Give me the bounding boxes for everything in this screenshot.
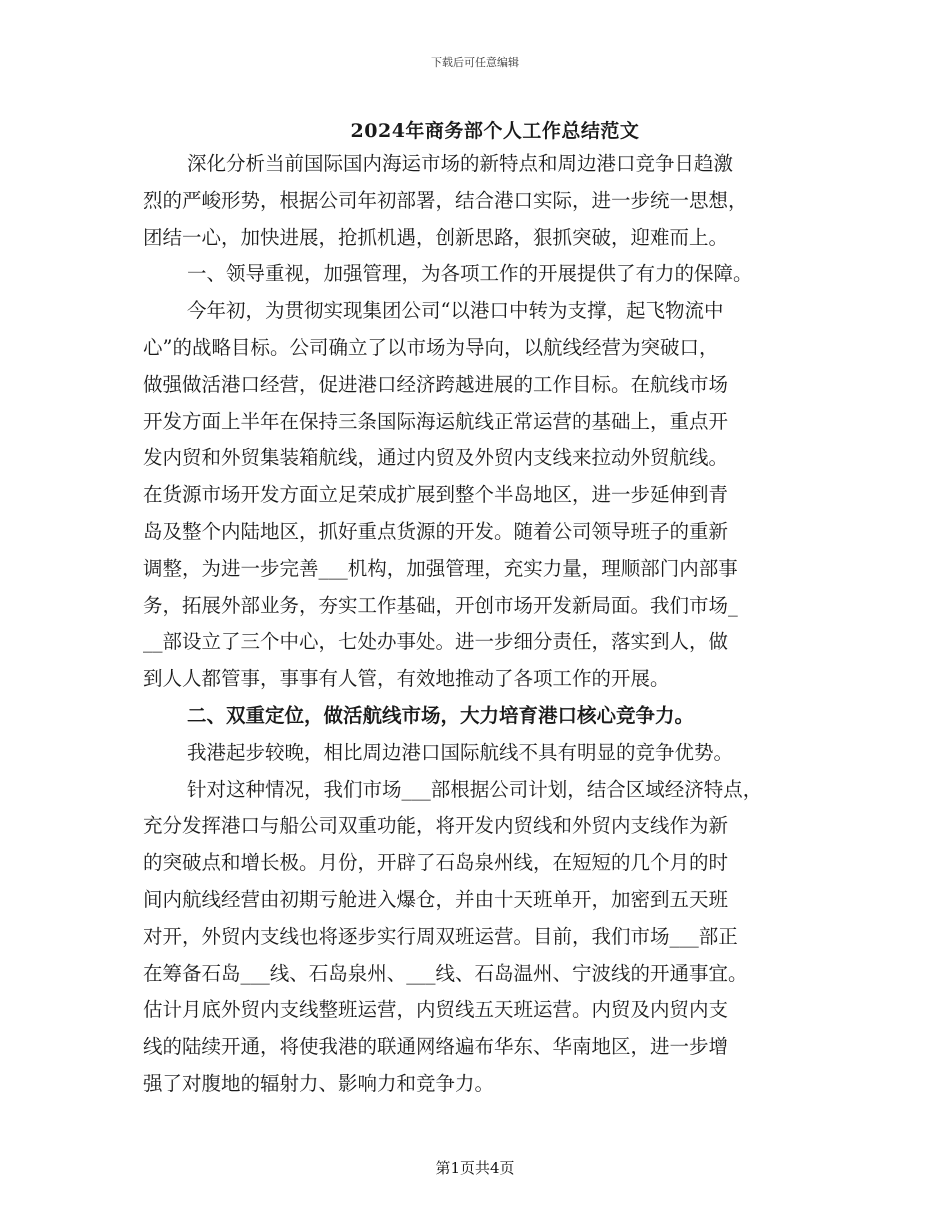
body-line: 到人人都管事，事事有人管，有效地推动了各项工作的开展。 — [143, 667, 670, 691]
section-heading-2: 二、双重定位，做活航线市场，大力培育港口核心竞争力。 — [187, 703, 695, 727]
body-line: 充分发挥港口与船公司双重功能，将开发内贸线和外贸内支线作为新 — [143, 814, 729, 838]
body-line: 的突破点和增长极。月份，开辟了石岛泉州线，在短短的几个月的时 — [143, 851, 729, 875]
body-line: 间内航线经营由初期亏舱进入爆仓，并由十天班单开，加密到五天班 — [143, 887, 729, 911]
body-line: 开发方面上半年在保持三条国际海运航线正常运营的基础上，重点开 — [143, 409, 729, 433]
document-title: 2024年商务部个人工作总结范文 — [350, 120, 640, 142]
body-line: 心”的战略目标。公司确立了以市场为导向，以航线经营为突破口， — [143, 335, 719, 359]
body-line: 今年初，为贯彻实现集团公司“以港口中转为支撑，起飞物流中 — [187, 299, 724, 323]
body-line: 烈的严峻形势，根据公司年初部署，结合港口实际，进一步统一思想， — [143, 188, 748, 212]
page-header-note: 下载后可任意编辑 — [431, 56, 519, 69]
body-line: __部设立了三个中心，七处办事处。进一步细分责任，落实到人，做 — [143, 630, 729, 654]
body-line: 发内贸和外贸集装箱航线，通过内贸及外贸内支线来拉动外贸航线。 — [143, 446, 729, 470]
section-heading-1: 一、领导重视，加强管理，为各项工作的开展提供了有力的保障。 — [187, 262, 753, 286]
body-line: 估计月底外贸内支线整班运营，内贸线五天班运营。内贸及内贸内支 — [143, 998, 729, 1022]
body-line: 针对这种情况，我们市场___部根据公司计划，结合区域经济特点， — [187, 777, 763, 801]
document-body — [143, 146, 823, 1103]
body-line: 线的陆续开通，将使我港的联通网络遍布华东、华南地区，进一步增 — [143, 1035, 729, 1059]
body-line: 务，拓展外部业务，夯实工作基础，开创市场开发新局面。我们市场_ — [143, 593, 738, 617]
body-line: 在筹备石岛___线、石岛泉州、___线、石岛温州、宁波线的开通事宜。 — [143, 961, 748, 985]
body-line: 对开，外贸内支线也将逐步实行周双班运营。目前，我们市场___部正 — [143, 924, 738, 948]
body-line: 做强做活港口经营，促进港口经济跨越进展的工作目标。在航线市场 — [143, 372, 729, 396]
body-line: 岛及整个内陆地区，抓好重点货源的开发。随着公司领导班子的重新 — [143, 519, 729, 543]
body-line: 在货源市场开发方面立足荣成扩展到整个半岛地区，进一步延伸到青 — [143, 483, 729, 507]
body-line: 深化分析当前国际国内海运市场的新特点和周边港口竞争日趋激 — [187, 152, 734, 175]
body-line: 团结一心，加快进展，抢抓机遇，创新思路，狠抓突破，迎难而上。 — [143, 225, 729, 249]
body-line: 强了对腹地的辐射力、影响力和竞争力。 — [143, 1071, 495, 1095]
body-line: 调整，为进一步完善___机构，加强管理，充实力量，理顺部门内部事 — [143, 556, 738, 580]
page-number: 第1页共4页 — [435, 1159, 515, 1177]
body-line: 我港起步较晚，相比周边港口国际航线不具有明显的竞争优势。 — [187, 740, 734, 764]
